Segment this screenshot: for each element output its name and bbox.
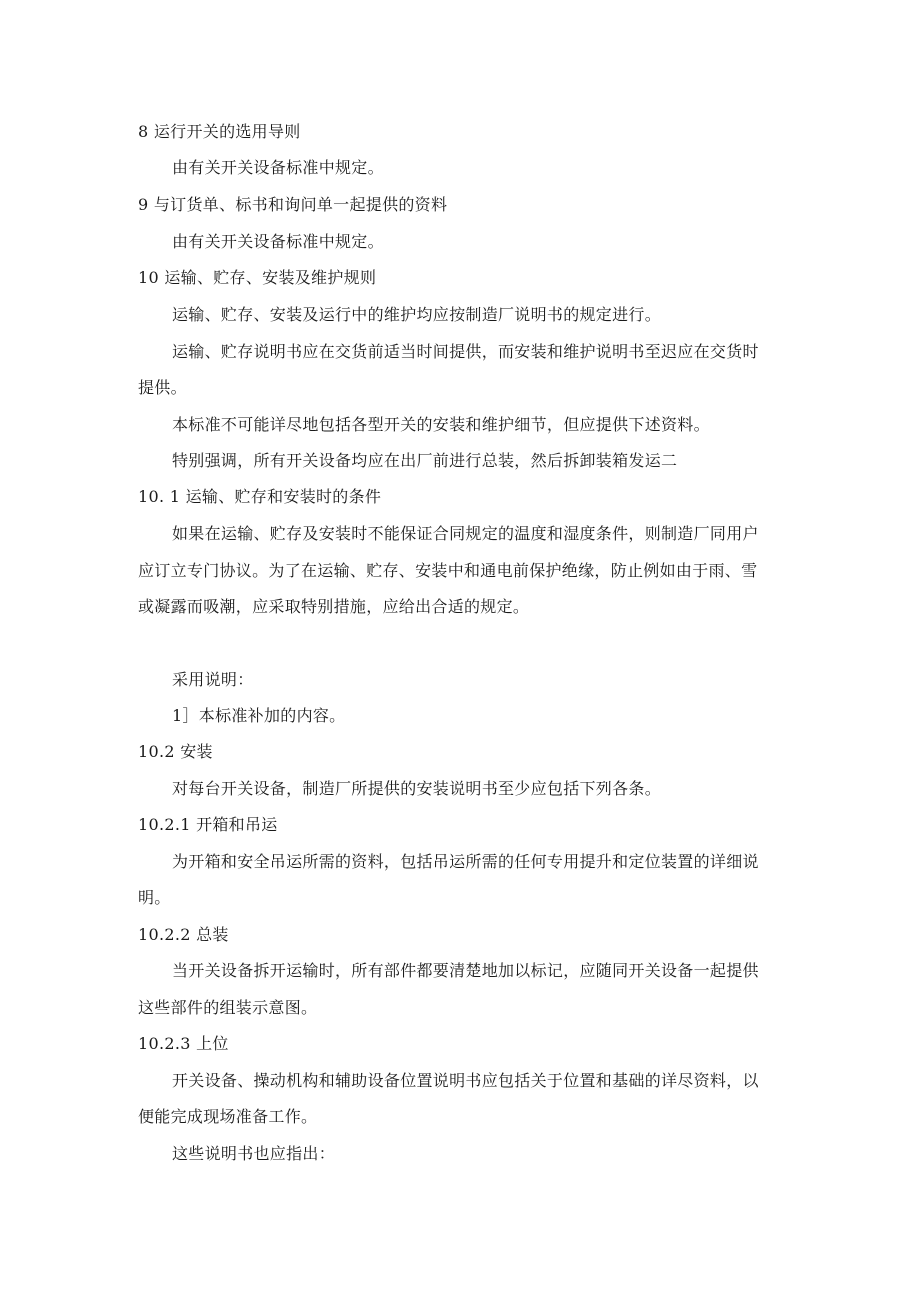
paragraph: 由有关开关设备标准中规定。	[172, 158, 384, 177]
paragraph: 运输、贮存说明书应在交货前适当时间提供，而安装和维护说明书至迟应在交货时	[172, 342, 759, 361]
section-heading-8: 8 运行开关的选用导则	[138, 122, 301, 141]
paragraph: 为开箱和安全吊运所需的资料，包括吊运所需的任何专用提升和定位装置的详细说	[172, 852, 759, 871]
section-heading-10-2-2: 10.2.2 总装	[138, 925, 229, 944]
section-heading-10-2-1: 10.2.1 开箱和吊运	[138, 815, 278, 834]
paragraph: 这些说明书也应指出：	[172, 1144, 336, 1163]
paragraph-continuation: 应订立专门协议。为了在运输、贮存、安装中和通电前保护绝缘，防止例如由于雨、雪	[138, 561, 758, 580]
paragraph-continuation: 或凝露而吸潮，应采取特别措施，应给出合适的规定。	[138, 597, 530, 616]
paragraph-continuation: 提供。	[138, 378, 187, 397]
paragraph: 当开关设备拆开运输时，所有部件都要清楚地加以标记，应随同开关设备一起提供	[172, 961, 759, 980]
paragraph: 对每台开关设备，制造厂所提供的安装说明书至少应包括下列各条。	[172, 779, 662, 798]
paragraph: 由有关开关设备标准中规定。	[172, 232, 384, 251]
section-heading-10-2-3: 10.2.3 上位	[138, 1034, 229, 1053]
section-heading-10-1: 10. 1 运输、贮存和安装时的条件	[138, 487, 382, 506]
adoption-note-item: 1］本标准补加的内容。	[172, 706, 346, 725]
paragraph: 运输、贮存、安装及运行中的维护均应按制造厂说明书的规定进行。	[172, 305, 662, 324]
paragraph: 如果在运输、贮存及安装时不能保证合同规定的温度和湿度条件，则制造厂同用户	[172, 524, 759, 543]
section-heading-10-2: 10.2 安装	[138, 742, 213, 761]
section-heading-10: 10 运输、贮存、安装及维护规则	[138, 268, 377, 287]
paragraph: 开关设备、操动机构和辅助设备位置说明书应包括关于位置和基础的详尽资料，以	[172, 1071, 759, 1090]
paragraph-continuation: 便能完成现场准备工作。	[138, 1107, 318, 1126]
section-heading-9: 9 与订货单、标书和询问单一起提供的资料	[138, 195, 448, 214]
paragraph: 本标准不可能详尽地包括各型开关的安装和维护细节，但应提供下述资料。	[172, 415, 710, 434]
paragraph: 特别强调，所有开关设备均应在出厂前进行总装，然后拆卸装箱发运二	[172, 451, 678, 470]
adoption-note-heading: 采用说明：	[172, 670, 254, 689]
paragraph-continuation: 明。	[138, 888, 171, 907]
paragraph-continuation: 这些部件的组装示意图。	[138, 998, 318, 1017]
